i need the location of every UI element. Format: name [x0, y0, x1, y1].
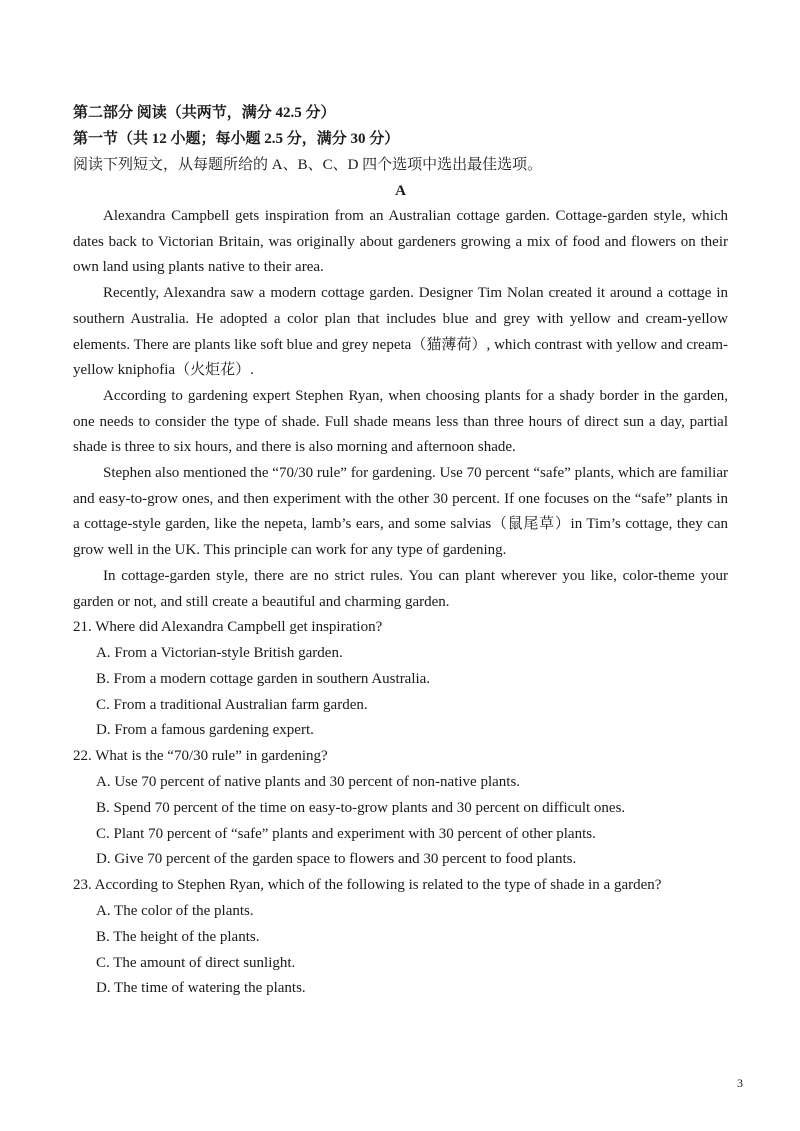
option-a: A. From a Victorian-style British garden.	[96, 645, 343, 662]
question-stem: 22. What is the “70/30 rule” in gardening?	[73, 748, 328, 765]
question-23	[73, 873, 728, 1002]
section-subtitle: 第一节（共 12 小题；每小题 2.5 分，满分 30 分）	[73, 131, 400, 147]
exam-page	[73, 100, 728, 1002]
option-a: A. Use 70 percent of native plants and 30 percent of non-native plants.	[96, 774, 521, 791]
option-c: C. From a traditional Australian farm garden.	[96, 696, 368, 713]
question-21	[73, 615, 728, 744]
passage-paragraph-3: According to gardening expert Stephen Ryan, when choosing plants for a shady border in the garden, one needs to consider the type of shade. Full shade means less than three hours of direct sun a day, partial shade is three to six hours, and there is also morning and afternoon shade.	[73, 387, 728, 456]
instruction-text: 阅读下列短文，从每题所给的 A、B、C、D 四个选项中选出最佳选项。	[73, 157, 543, 173]
option-b: B. From a modern cottage garden in southern Australia.	[96, 670, 431, 687]
option-c: C. Plant 70 percent of “safe” plants and experiment with 30 percent of other plants.	[96, 825, 596, 842]
option-b: B. Spend 70 percent of the time on easy-to-grow plants and 30 percent on difficult ones.	[96, 799, 626, 816]
passage-paragraph-1: Alexandra Campbell gets inspiration from an Australian cottage garden. Cottage-garden style, which dates back to Victorian Britain, was originally about gardeners growing a mix of food and flowers on their own land using plants native to their area.	[73, 208, 728, 276]
passage-body	[73, 204, 728, 615]
passage-paragraph-4: Stephen also mentioned the “70/30 rule” for gardening. Use 70 percent “safe” plants, which are familiar and easy-to-grow ones, and then experiment with the other 30 percent. If one focuses on the “safe” plants in a cottage-style garden, like the nepeta, lamb’s ears, and some salvias（鼠尾草）in Tim’s cottage, they can grow well in the UK. This principle can work for any type of gardening.	[73, 465, 728, 559]
option-d: D. Give 70 percent of the garden space to flowers and 30 percent to food plants.	[96, 851, 577, 868]
question-22	[73, 744, 728, 873]
option-d: D. The time of watering the plants.	[96, 980, 306, 997]
part-title: 第二部分 阅读（共两节，满分 42.5 分）	[73, 105, 336, 121]
passage-paragraph-5: In cottage-garden style, there are no strict rules. You can plant wherever you like, color-theme your garden or not, and still create a beautiful and charming garden.	[73, 567, 728, 610]
passage-paragraph-2: Recently, Alexandra saw a modern cottage garden. Designer Tim Nolan created it around a cottage in southern Australia. He adopted a color plan that includes blue and grey with yellow and cream-yellow elements. There are plants like soft blue and grey nepeta（猫薄荷）, which contrast with yellow and cream-yellow kniphofia（火炬花）.	[73, 285, 728, 379]
page-number: 3	[737, 1076, 743, 1090]
option-c: C. The amount of direct sunlight.	[96, 954, 296, 971]
option-a: A. The color of the plants.	[96, 903, 254, 920]
option-b: B. The height of the plants.	[96, 928, 260, 945]
passage-label: A	[395, 183, 406, 199]
question-stem: 21. Where did Alexandra Campbell get inspiration?	[73, 619, 383, 636]
option-d: D. From a famous gardening expert.	[96, 722, 314, 739]
question-stem: 23. According to Stephen Ryan, which of the following is related to the type of shade in a garden?	[73, 877, 662, 894]
